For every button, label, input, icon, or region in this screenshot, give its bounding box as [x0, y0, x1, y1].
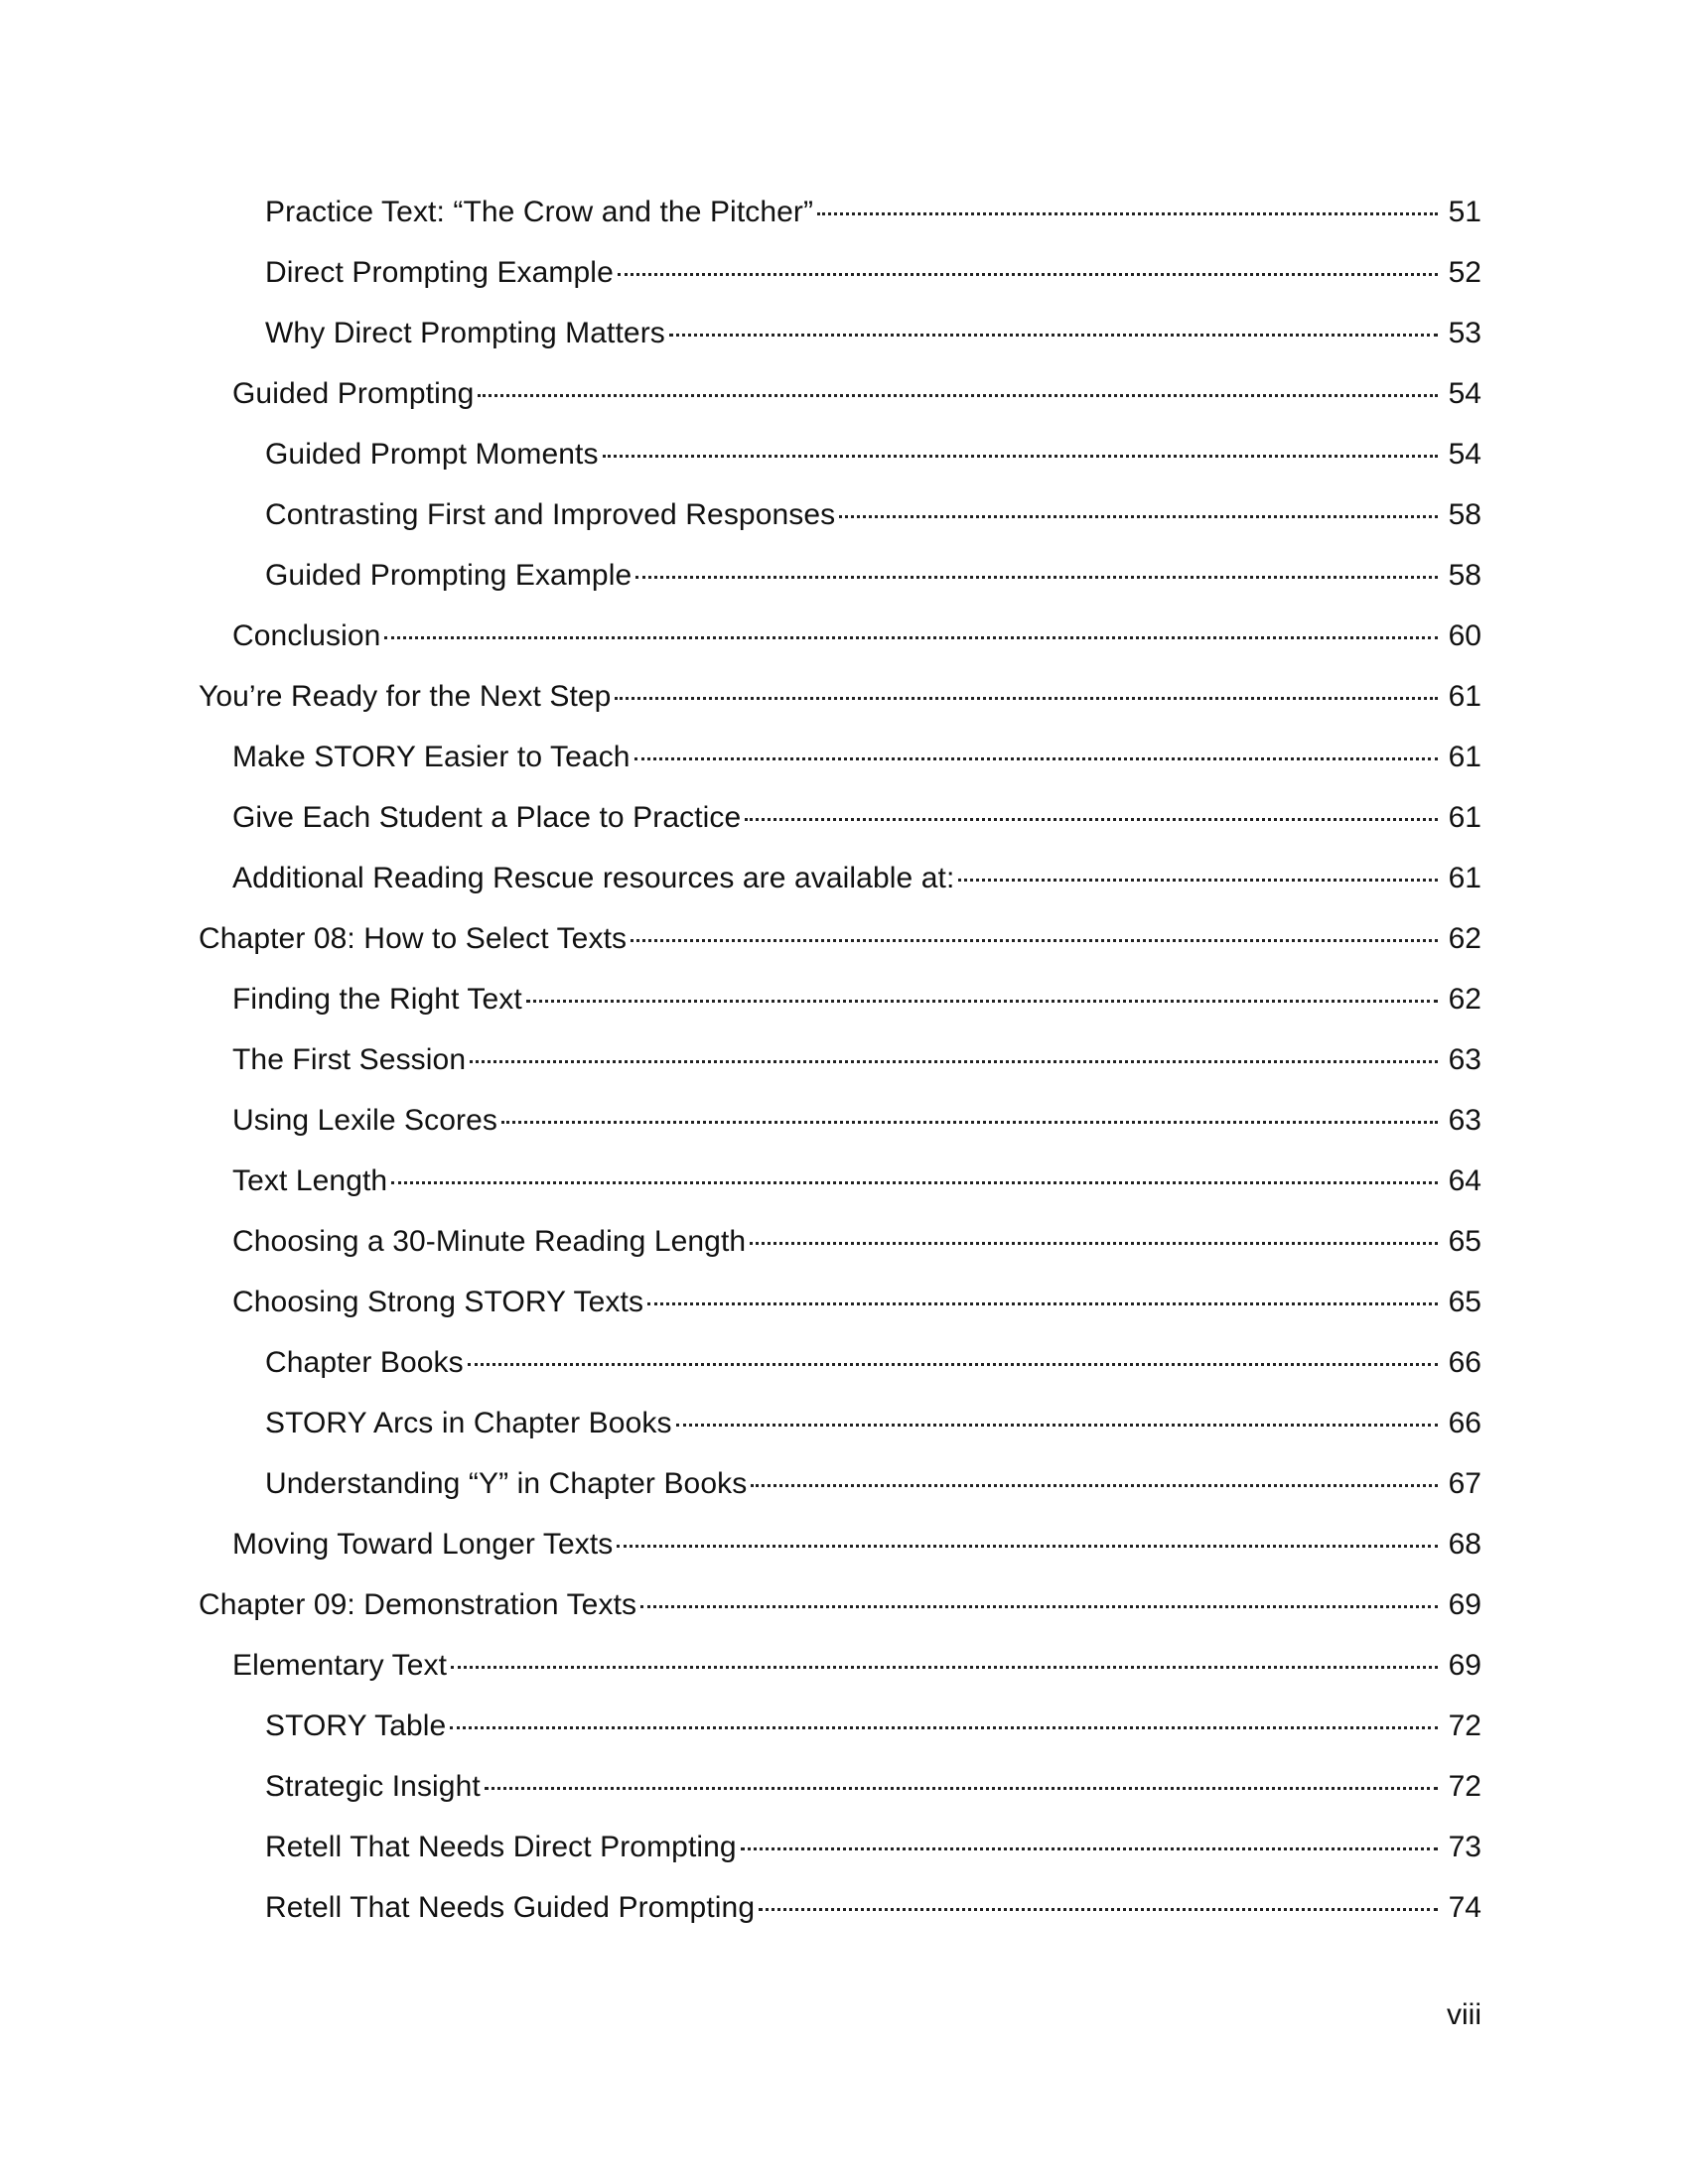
toc-entry[interactable] [199, 316, 1481, 376]
toc-entry-page: 63 [1448, 1043, 1481, 1076]
toc-entry-page: 61 [1448, 862, 1481, 894]
toc-entry-page: 65 [1448, 1286, 1481, 1318]
dot-leader [603, 455, 1438, 458]
toc-entry[interactable] [199, 255, 1481, 316]
dot-leader [501, 1121, 1438, 1124]
toc-entry-title: Give Each Student a Place to Practice [232, 801, 742, 834]
dot-leader [470, 1060, 1438, 1063]
dot-leader [451, 1666, 1438, 1669]
toc-entry-page: 74 [1448, 1891, 1481, 1924]
toc-entry-title: Guided Prompting Example [265, 559, 633, 592]
dot-leader [485, 1787, 1438, 1790]
toc-entry-title: Finding the Right Text [232, 983, 522, 1016]
toc-entry-page: 61 [1448, 801, 1481, 834]
toc-entry[interactable] [199, 1285, 1481, 1345]
toc-entry-title: Guided Prompt Moments [265, 438, 599, 471]
toc-entry[interactable] [199, 1103, 1481, 1163]
toc-entry-title: Text Length [232, 1164, 388, 1197]
toc-entry-page: 65 [1448, 1225, 1481, 1258]
toc-entry[interactable] [199, 1769, 1481, 1830]
toc-entry-page: 69 [1448, 1649, 1481, 1682]
toc-entry-page: 62 [1448, 922, 1481, 955]
toc-entry-title: Make STORY Easier to Teach [232, 741, 631, 773]
page-number: viii [1447, 1998, 1481, 2031]
toc-entry-title: Choosing Strong STORY Texts [232, 1286, 644, 1318]
toc-entry[interactable] [199, 1224, 1481, 1285]
toc-entry-title: Contrasting First and Improved Responses [265, 498, 836, 531]
toc-entry[interactable] [199, 1648, 1481, 1708]
toc-entry-page: 67 [1448, 1467, 1481, 1500]
toc-entry[interactable] [199, 1345, 1481, 1406]
toc-entry[interactable] [199, 558, 1481, 618]
toc-entry-title: You’re Ready for the Next Step [199, 680, 612, 713]
toc-entry-title: Understanding “Y” in Chapter Books [265, 1467, 748, 1500]
toc-entry[interactable] [199, 679, 1481, 740]
dot-leader [384, 636, 1438, 639]
dot-leader [617, 1545, 1438, 1548]
dot-leader [635, 576, 1438, 579]
toc-entry[interactable] [199, 1587, 1481, 1648]
toc-entry[interactable] [199, 618, 1481, 679]
toc-entry-title: STORY Table [265, 1709, 447, 1742]
dot-leader [647, 1302, 1438, 1305]
toc-entry-title: Guided Prompting [232, 377, 475, 410]
toc-entry-page: 72 [1448, 1770, 1481, 1803]
toc-entry[interactable] [199, 1042, 1481, 1103]
dot-leader [618, 273, 1438, 276]
toc-entry[interactable] [199, 497, 1481, 558]
toc-entry[interactable] [199, 1466, 1481, 1527]
toc-entry-page: 58 [1448, 498, 1481, 531]
toc-entry-page: 62 [1448, 983, 1481, 1016]
toc-entry-page: 69 [1448, 1588, 1481, 1621]
toc-entry-title: Conclusion [232, 619, 381, 652]
toc-entry[interactable] [199, 800, 1481, 861]
dot-leader [839, 515, 1438, 518]
toc-entry[interactable] [199, 1890, 1481, 1951]
toc-entry[interactable] [199, 1708, 1481, 1769]
dot-leader [669, 334, 1438, 337]
toc-entry-page: 54 [1448, 438, 1481, 471]
toc-entry-title: Chapter Books [265, 1346, 464, 1379]
dot-leader [640, 1605, 1438, 1608]
dot-leader [478, 394, 1438, 397]
toc-entry-title: Chapter 09: Demonstration Texts [199, 1588, 637, 1621]
dot-leader [391, 1181, 1438, 1184]
toc-entry-title: Elementary Text [232, 1649, 448, 1682]
toc-entry[interactable] [199, 982, 1481, 1042]
toc-entry-page: 64 [1448, 1164, 1481, 1197]
toc-entry-title: Practice Text: “The Crow and the Pitcher” [265, 196, 814, 228]
toc-entry-title: Retell That Needs Direct Prompting [265, 1831, 737, 1863]
toc-entry-page: 53 [1448, 317, 1481, 349]
toc-entry-title: The First Session [232, 1043, 467, 1076]
toc-entry[interactable] [199, 1830, 1481, 1890]
toc-entry-page: 66 [1448, 1346, 1481, 1379]
dot-leader [741, 1847, 1438, 1850]
toc-entry[interactable] [199, 437, 1481, 497]
toc-entry-title: Why Direct Prompting Matters [265, 317, 665, 349]
toc-entry-page: 51 [1448, 196, 1481, 228]
dot-leader [759, 1908, 1438, 1911]
dot-leader [750, 1242, 1438, 1245]
toc-entry-page: 61 [1448, 680, 1481, 713]
toc-entry-title: Chapter 08: How to Select Texts [199, 922, 628, 955]
toc-entry-page: 61 [1448, 741, 1481, 773]
toc-entry-title: Retell That Needs Guided Prompting [265, 1891, 756, 1924]
toc-entry-title: Direct Prompting Example [265, 256, 614, 289]
dot-leader [817, 212, 1438, 215]
dot-leader [631, 939, 1438, 942]
dot-leader [745, 818, 1438, 821]
dot-leader [634, 757, 1438, 760]
table-of-contents [199, 195, 1481, 1951]
dot-leader [751, 1484, 1438, 1487]
toc-entry-page: 68 [1448, 1528, 1481, 1561]
toc-entry-page: 73 [1448, 1831, 1481, 1863]
toc-entry[interactable] [199, 861, 1481, 921]
dot-leader [958, 879, 1438, 882]
toc-entry[interactable] [199, 1163, 1481, 1224]
toc-entry-page: 58 [1448, 559, 1481, 592]
dot-leader [468, 1363, 1438, 1366]
dot-leader [526, 1000, 1438, 1003]
toc-entry[interactable] [199, 1527, 1481, 1587]
toc-entry-title: Additional Reading Rescue resources are available at: [232, 862, 955, 894]
toc-entry-page: 52 [1448, 256, 1481, 289]
dot-leader [676, 1424, 1438, 1427]
toc-entry-page: 66 [1448, 1407, 1481, 1439]
toc-entry-page: 72 [1448, 1709, 1481, 1742]
toc-entry[interactable] [199, 740, 1481, 800]
toc-entry-title: Choosing a 30-Minute Reading Length [232, 1225, 747, 1258]
toc-entry-title: STORY Arcs in Chapter Books [265, 1407, 672, 1439]
toc-entry-title: Strategic Insight [265, 1770, 481, 1803]
toc-entry-page: 54 [1448, 377, 1481, 410]
dot-leader [615, 697, 1438, 700]
toc-entry[interactable] [199, 1406, 1481, 1466]
toc-entry-page: 60 [1448, 619, 1481, 652]
toc-entry[interactable] [199, 376, 1481, 437]
toc-entry-title: Using Lexile Scores [232, 1104, 498, 1137]
toc-entry[interactable] [199, 921, 1481, 982]
toc-entry-page: 63 [1448, 1104, 1481, 1137]
toc-entry-title: Moving Toward Longer Texts [232, 1528, 614, 1561]
toc-entry[interactable] [199, 195, 1481, 255]
dot-leader [450, 1726, 1438, 1729]
